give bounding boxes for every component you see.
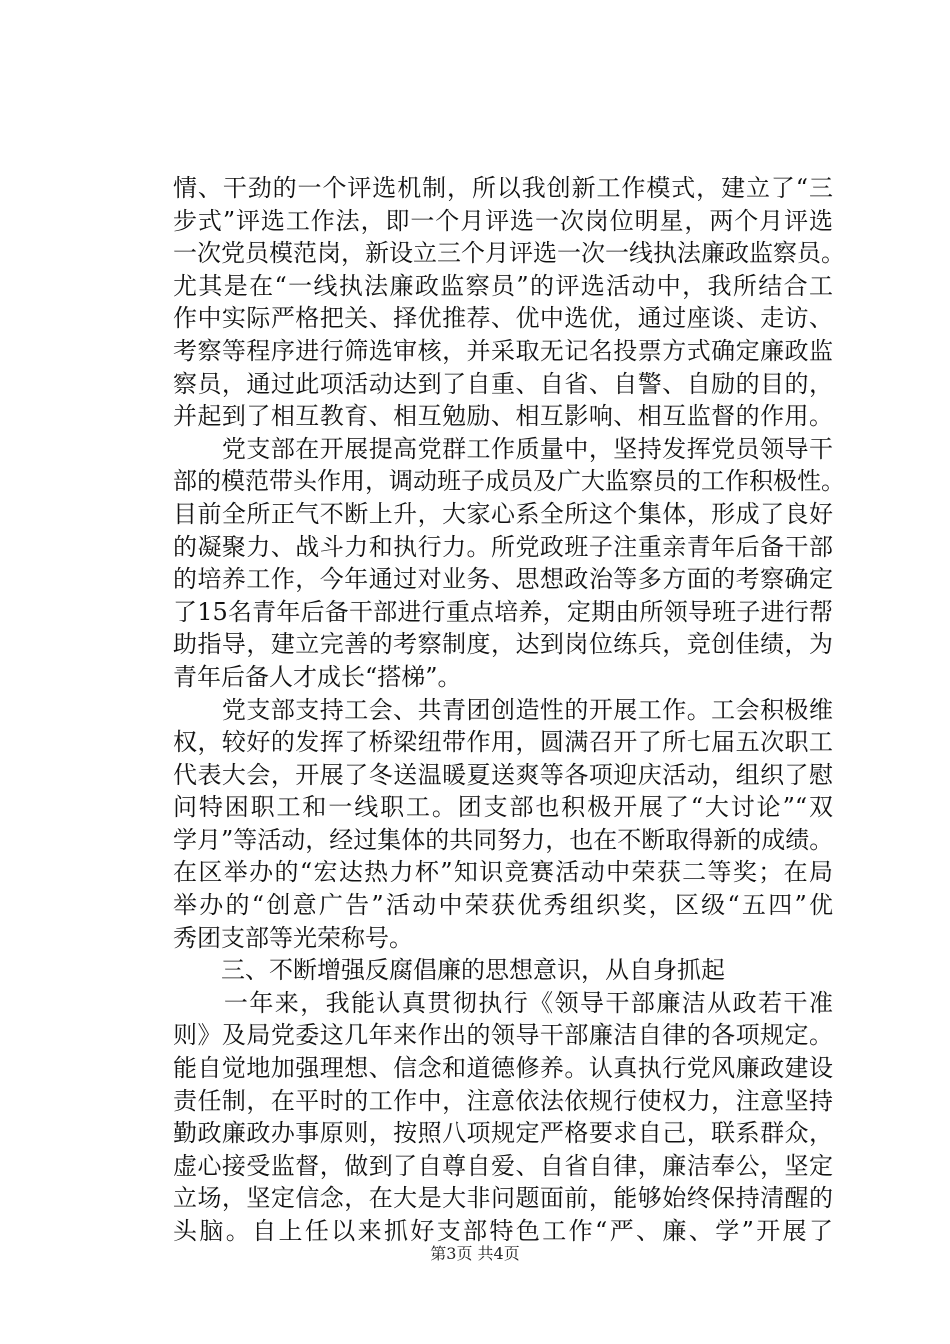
text-line: 部的模范带头作用，调动班子成员及广大监察员的工作积极性。 <box>173 467 845 496</box>
text-line: 的凝聚力、战斗力和执行力。所党政班子注重亲青年后备干部 <box>173 532 833 561</box>
text-line: 秀团支部等光荣称号。 <box>173 923 413 952</box>
text-line: 一年来，我能认真贯彻执行《领导干部廉洁从政若干准 <box>173 988 833 1017</box>
text-line: 青年后备人才成长“搭梯”。 <box>173 662 462 691</box>
text-line: 责任制，在平时的工作中，注意依法依规行使权力，注意坚持 <box>173 1086 833 1115</box>
text-line: 权，较好的发挥了桥梁纽带作用，圆满召开了所七届五次职工 <box>173 728 833 757</box>
text-line: 作中实际严格把关、择优推荐、优中选优，通过座谈、走访、 <box>173 304 833 333</box>
text-line: 代表大会，开展了冬送温暖夏送爽等各项迎庆活动，组织了慰 <box>173 760 833 789</box>
text-line: 察员，通过此项活动达到了自重、自省、自警、自励的目的， <box>173 369 833 398</box>
text-line: 学月”等活动，经过集体的共同努力，也在不断取得新的成绩。 <box>173 825 834 854</box>
text-line: 党支部支持工会、共青团创造性的开展工作。工会积极维 <box>173 695 833 724</box>
text-line: 步式”评选工作法，即一个月评选一次岗位明星，两个月评选 <box>173 206 833 235</box>
text-line: 助指导，建立完善的考察制度，达到岗位练兵，竞创佳绩，为 <box>173 630 833 659</box>
text-line: 举办的“创意广告”活动中荣获优秀组织奖，区级“五四”优 <box>173 891 833 920</box>
text-line: 勤政廉政办事原则，按照八项规定严格要求自己，联系群众， <box>173 1119 833 1148</box>
text-line: 情、干劲的一个评选机制，所以我创新工作模式，建立了“三 <box>173 174 833 202</box>
text-line: 的培养工作，今年通过对业务、思想政治等多方面的考察确定 <box>173 565 833 594</box>
text-line: 问特困职工和一线职工。团支部也积极开展了“大讨论”“双 <box>173 793 833 822</box>
text-line: 目前全所正气不断上升，大家心系全所这个集体，形成了良好 <box>173 499 833 528</box>
text-line: 立场，坚定信念，在大是大非问题面前，能够始终保持清醒的 <box>173 1184 833 1213</box>
text-line: 虚心接受监督，做到了自尊自爱、自省自律，廉洁奉公，坚定 <box>173 1151 833 1180</box>
text-line: 尤其是在“一线执法廉政监察员”的评选活动中，我所结合工 <box>173 271 833 300</box>
text-line: 并起到了相互教育、相互勉励、相互影响、相互监督的作用。 <box>173 402 833 431</box>
text-line: 党支部在开展提高党群工作质量中，坚持发挥党员领导干 <box>173 434 833 463</box>
text-line: 考察等程序进行筛选审核，并采取无记名投票方式确定廉政监 <box>173 336 833 365</box>
text-line: 了15名青年后备干部进行重点培养，定期由所领导班子进行帮 <box>173 597 833 626</box>
section-heading: 三、不断增强反腐倡廉的思想意识，从自身抓起 <box>173 956 725 985</box>
text-line: 能自觉地加强理想、信念和道德修养。认真执行党风廉政建设 <box>173 1054 833 1083</box>
text-line: 则》及局党委这几年来作出的领导干部廉洁自律的各项规定。 <box>173 1021 833 1050</box>
text-line: 在区举办的“宏达热力杯”知识竞赛活动中荣获二等奖；在局 <box>173 858 833 887</box>
page-number-footer: 第3页 共4页 <box>430 1244 520 1263</box>
text-line: 一次党员模范岗，新设立三个月评选一次一线执法廉政监察员。 <box>173 239 845 268</box>
document-body <box>173 172 845 1248</box>
text-line: 头脑。自上任以来抓好支部特色工作“严、廉、学”开展了 <box>173 1217 833 1245</box>
